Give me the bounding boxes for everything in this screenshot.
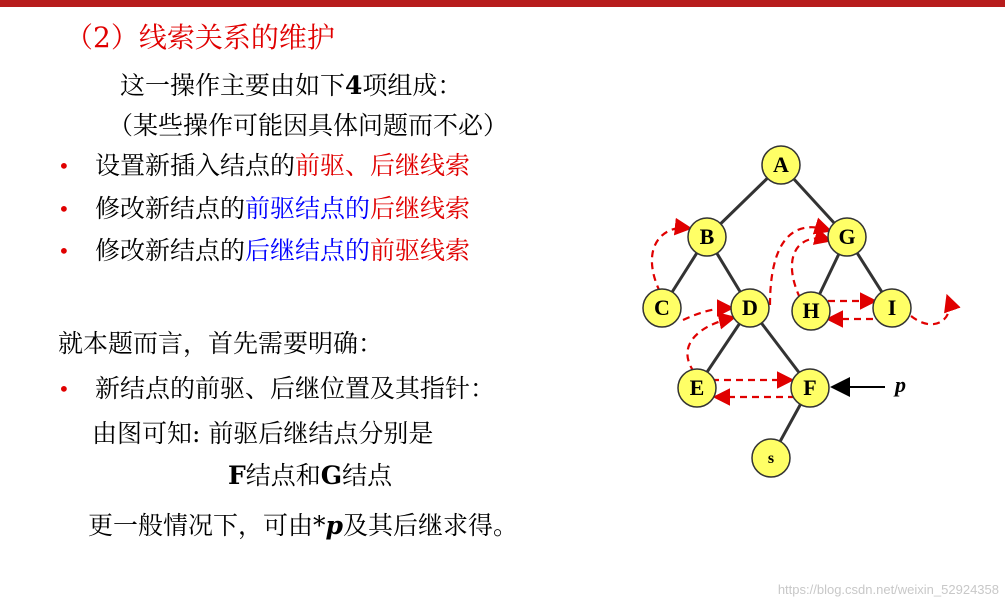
tree-node-g xyxy=(828,218,866,256)
node-g-ref: G xyxy=(320,461,343,490)
intro-count: 4 xyxy=(345,71,363,100)
node-label-g: G xyxy=(838,224,856,249)
node-f-ref: F xyxy=(228,461,246,490)
bullet-1-part-1: 设置新插入结点的 xyxy=(95,151,296,180)
bullet-1-part-2: 前驱、后继线索 xyxy=(295,151,471,180)
section2-heading: 就本题而言，首先需要明确： xyxy=(58,329,384,358)
pointer-p-ref: p xyxy=(325,511,343,540)
node-label-a: A xyxy=(773,152,789,177)
node-label-e: E xyxy=(689,375,705,400)
tree-node-d xyxy=(731,289,769,327)
bullet-3-part-1: 修改新结点的 xyxy=(95,236,246,265)
intro-suffix: 项组成： xyxy=(362,71,463,100)
tree-node-h xyxy=(792,292,830,330)
node-label-s: s xyxy=(767,450,775,467)
node-label-f: F xyxy=(803,375,817,400)
bullet-marker: • xyxy=(58,154,70,178)
node-label-i: I xyxy=(887,295,897,320)
bullet-2-part-1: 修改新结点的 xyxy=(95,194,246,223)
watermark: https://blog.csdn.net/weixin_52924358 xyxy=(777,582,999,597)
intro-prefix: 这一操作主要由如下 xyxy=(120,71,346,100)
bullet-3-part-3: 前驱线索 xyxy=(370,236,471,265)
general-post: 及其后继求得。 xyxy=(343,511,519,540)
figure-conclusion: 由图可知: 前驱后继结点分别是 xyxy=(92,419,434,448)
node-label-h: H xyxy=(802,298,820,323)
bullet-marker: • xyxy=(58,377,70,401)
node-label-d: D xyxy=(742,295,758,320)
general-pre: 更一般情况下，可由* xyxy=(88,511,326,540)
bullet-3-part-2: 后继结点的 xyxy=(245,236,371,265)
tree-node-f xyxy=(791,369,829,407)
tree-node-c xyxy=(643,289,681,327)
node-label-b: B xyxy=(699,224,715,249)
tree-node-b xyxy=(688,218,726,256)
bullet-marker: • xyxy=(58,239,70,263)
tree-node-s xyxy=(752,439,790,477)
bullet-2-part-2: 前驱结点的 xyxy=(245,194,371,223)
tree-node-e xyxy=(678,369,716,407)
nodes-mid: 结点和 xyxy=(245,461,321,490)
pointer-p-label: p xyxy=(895,372,906,397)
note-line: （某些操作可能因具体问题而不必） xyxy=(108,111,509,140)
slide-title: （2）线索关系的维护 xyxy=(65,21,335,54)
bullet-marker: • xyxy=(58,197,70,221)
bullet-2-part-3: 后继线索 xyxy=(370,194,471,223)
node-label-c: C xyxy=(654,295,670,320)
bullet-item-4: 新结点的前驱、后继位置及其指针： xyxy=(95,374,496,403)
tree-node-a xyxy=(762,146,800,184)
tree-node-i xyxy=(873,289,911,327)
tree-edges xyxy=(662,165,892,458)
nodes-end: 结点 xyxy=(342,461,393,490)
